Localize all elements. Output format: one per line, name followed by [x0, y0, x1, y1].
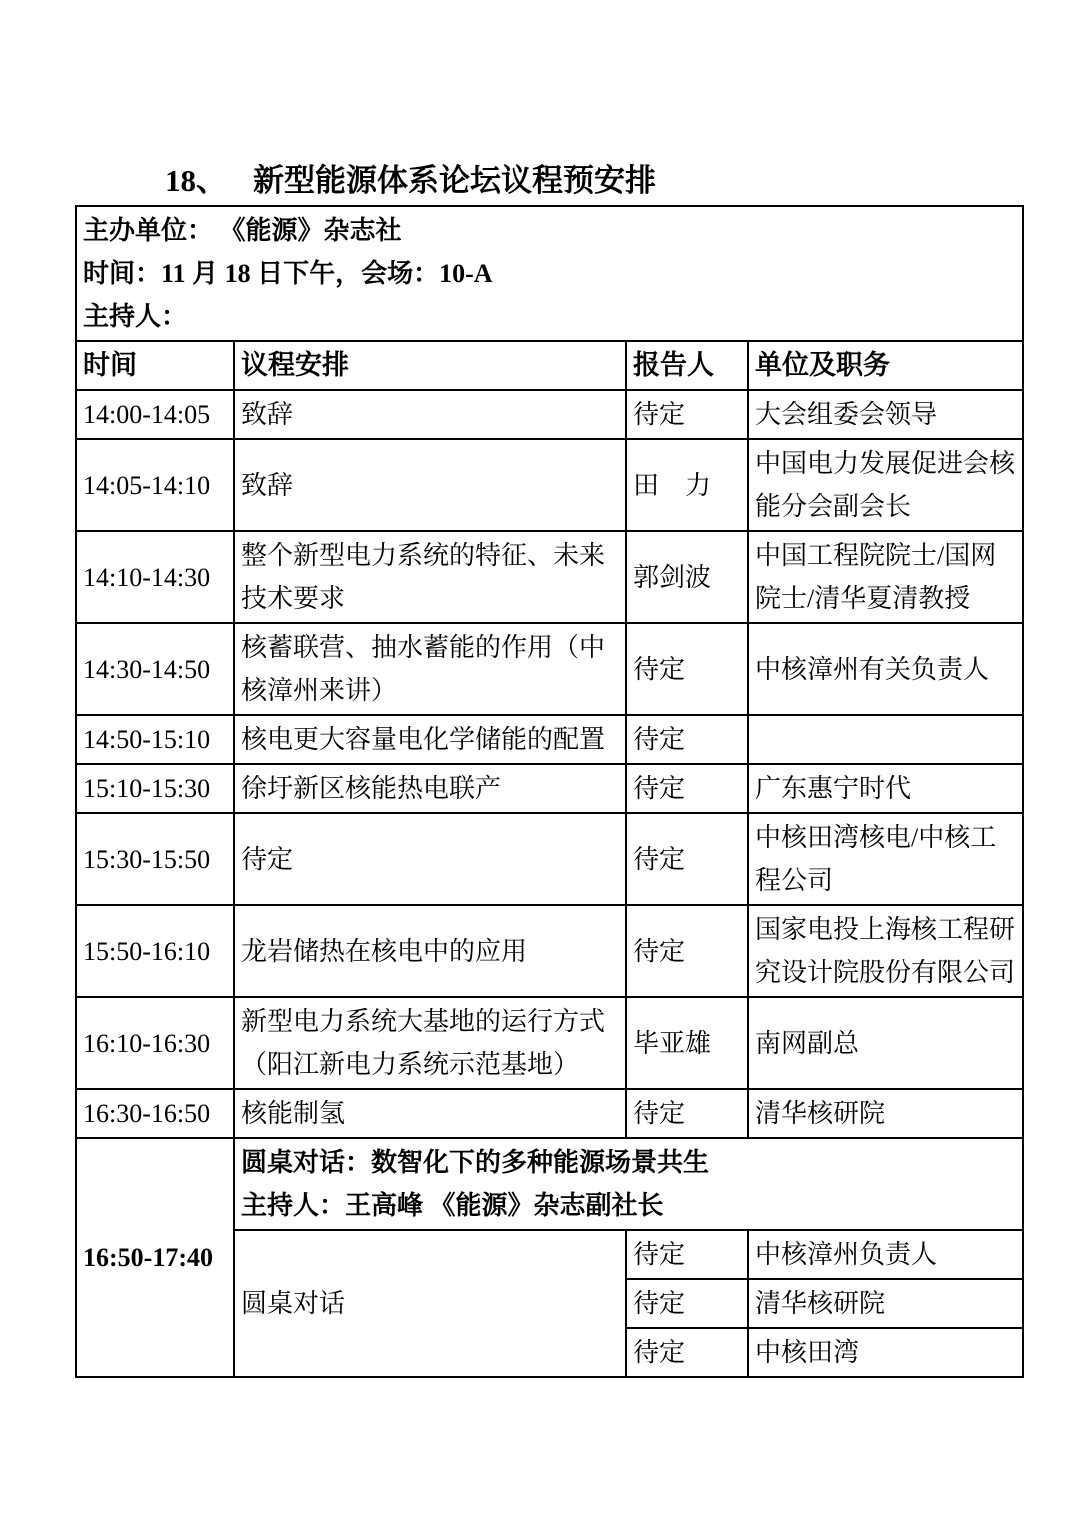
roundtable-label-cell: 圆桌对话 [234, 1230, 626, 1377]
time-cell: 15:10-15:30 [76, 764, 234, 813]
info-cell [76, 206, 1023, 341]
agenda-row [76, 390, 1023, 439]
speaker-cell: 郭剑波 [626, 531, 748, 623]
roundtable-header-row [76, 1138, 1023, 1230]
org-cell: 中国工程院院士/国网院士/清华夏清教授 [748, 531, 1023, 623]
speaker-cell: 待定 [626, 623, 748, 715]
title-text: 新型能源体系论坛议程预安排 [253, 163, 656, 198]
topic-cell: 核能制氢 [234, 1089, 626, 1138]
agenda-row [76, 764, 1023, 813]
info-time: 时间：11 月 18 日下午，会场：10-A [83, 259, 493, 288]
agenda-row [76, 813, 1023, 905]
time-cell: 14:50-15:10 [76, 715, 234, 764]
org-cell: 中核田湾 [748, 1328, 1023, 1377]
info-row [76, 206, 1023, 341]
time-cell: 14:05-14:10 [76, 439, 234, 531]
topic-cell: 核电更大容量电化学储能的配置 [234, 715, 626, 764]
speaker-cell: 待定 [626, 1328, 748, 1377]
speaker-cell: 待定 [626, 1279, 748, 1328]
roundtable-time-cell: 16:50-17:40 [76, 1138, 234, 1377]
time-cell: 14:30-14:50 [76, 623, 234, 715]
topic-cell: 徐圩新区核能热电联产 [234, 764, 626, 813]
header-speaker: 报告人 [626, 341, 748, 390]
roundtable-head-cell [234, 1138, 1023, 1230]
header-time: 时间 [76, 341, 234, 390]
topic-cell: 致辞 [234, 439, 626, 531]
org-cell: 中核漳州负责人 [748, 1230, 1023, 1279]
org-cell [748, 715, 1023, 764]
table-header-row [76, 341, 1023, 390]
speaker-cell: 待定 [626, 390, 748, 439]
speaker-cell: 待定 [626, 905, 748, 997]
org-cell: 国家电投上海核工程研究设计院股份有限公司 [748, 905, 1023, 997]
topic-cell: 致辞 [234, 390, 626, 439]
speaker-cell: 待定 [626, 764, 748, 813]
agenda-row [76, 997, 1023, 1089]
header-org: 单位及职务 [748, 341, 1023, 390]
info-moderator: 主持人： [83, 302, 188, 331]
time-cell: 16:10-16:30 [76, 997, 234, 1089]
org-cell: 广东惠宁时代 [748, 764, 1023, 813]
topic-cell: 整个新型电力系统的特征、未来技术要求 [234, 531, 626, 623]
org-cell: 南网副总 [748, 997, 1023, 1089]
info-host: 主办单位： 《能源》杂志社 [83, 216, 402, 245]
speaker-cell: 待定 [626, 715, 748, 764]
speaker-cell: 待定 [626, 813, 748, 905]
roundtable-title: 圆桌对话：数智化下的多种能源场景共生 [241, 1148, 710, 1177]
org-cell: 清华核研院 [748, 1279, 1023, 1328]
org-cell: 大会组委会领导 [748, 390, 1023, 439]
time-cell: 15:50-16:10 [76, 905, 234, 997]
title-number: 18、 [165, 163, 227, 198]
speaker-cell: 待定 [626, 1089, 748, 1138]
time-cell: 14:00-14:05 [76, 390, 234, 439]
topic-cell: 新型电力系统大基地的运行方式（阳江新电力系统示范基地） [234, 997, 626, 1089]
agenda-row [76, 715, 1023, 764]
agenda-row [76, 531, 1023, 623]
speaker-cell: 毕亚雄 [626, 997, 748, 1089]
org-cell: 中国电力发展促进会核能分会副会长 [748, 439, 1023, 531]
roundtable-moderator: 主持人：王高峰 《能源》杂志副社长 [241, 1191, 664, 1220]
topic-cell: 核蓄联营、抽水蓄能的作用（中核漳州来讲） [234, 623, 626, 715]
page-title [165, 155, 656, 200]
header-topic: 议程安排 [234, 341, 626, 390]
agenda-row [76, 623, 1023, 715]
agenda-row [76, 1089, 1023, 1138]
time-cell: 14:10-14:30 [76, 531, 234, 623]
speaker-cell: 田 力 [626, 439, 748, 531]
agenda-row [76, 905, 1023, 997]
time-cell: 15:30-15:50 [76, 813, 234, 905]
topic-cell: 龙岩储热在核电中的应用 [234, 905, 626, 997]
agenda-table [75, 205, 1024, 1378]
org-cell: 中核漳州有关负责人 [748, 623, 1023, 715]
time-cell: 16:30-16:50 [76, 1089, 234, 1138]
org-cell: 中核田湾核电/中核工程公司 [748, 813, 1023, 905]
agenda-row [76, 439, 1023, 531]
speaker-cell: 待定 [626, 1230, 748, 1279]
topic-cell: 待定 [234, 813, 626, 905]
org-cell: 清华核研院 [748, 1089, 1023, 1138]
